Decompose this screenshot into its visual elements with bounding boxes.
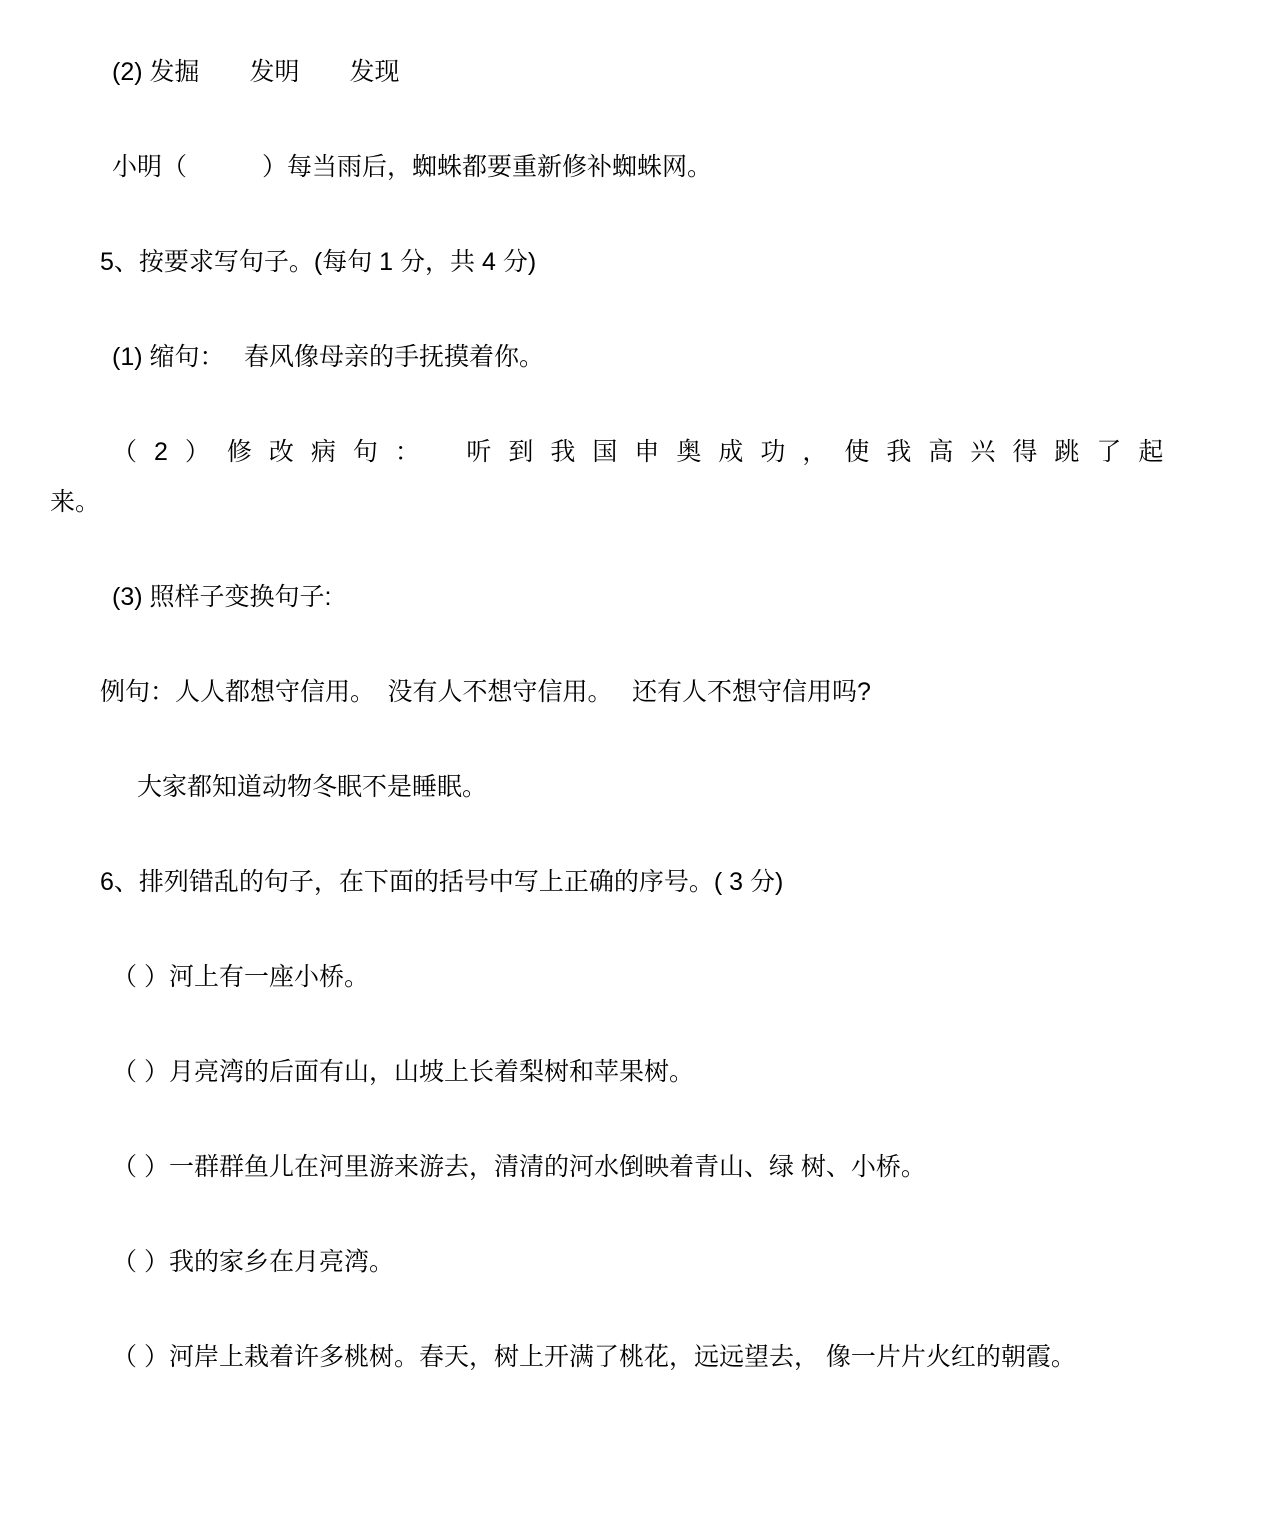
fill-blank-sentence: 小明（ ）每当雨后，蜘蛛都要重新修补蜘蛛网。 xyxy=(112,153,713,181)
practice-sentence: 大家都知道动物冬眠不是睡眠。 xyxy=(137,773,488,801)
question5-part2 xyxy=(0,427,1280,527)
question6-item: （ ）河岸上栽着许多桃树。春天，树上开满了桃花，远远望去， 像一片片火红的朝霞。 xyxy=(112,1343,1076,1371)
word-options-line: (2) 发掘 发明 发现 xyxy=(112,58,400,86)
question5-title: 5、按要求写句子。(每句 1 分，共 4 分) xyxy=(100,248,537,276)
question6-item: （ ）月亮湾的后面有山，山坡上长着梨树和苹果树。 xyxy=(112,1058,694,1086)
question5-part2-continuation: 来。 xyxy=(50,488,101,516)
question5-part2-line1: （2）修改病句： 听到我国申奥成功，使我高兴得跳了起 xyxy=(112,438,1181,466)
question6-item: （ ）一群群鱼儿在河里游来游去，清清的河水倒映着青山、绿 树、小桥。 xyxy=(112,1153,926,1181)
question6-item: （ ）河上有一座小桥。 xyxy=(112,963,369,991)
question6-item: （ ）我的家乡在月亮湾。 xyxy=(112,1248,394,1276)
question5-part1: (1) 缩句： 春风像母亲的手抚摸着你。 xyxy=(112,343,544,371)
example-sentence: 例句：人人都想守信用。 没有人不想守信用。 还有人不想守信用吗? xyxy=(100,678,871,706)
question5-part3: (3) 照样子变换句子: xyxy=(112,583,332,611)
question6-title: 6、排列错乱的句子，在下面的括号中写上正确的序号。( 3 分) xyxy=(100,868,784,896)
